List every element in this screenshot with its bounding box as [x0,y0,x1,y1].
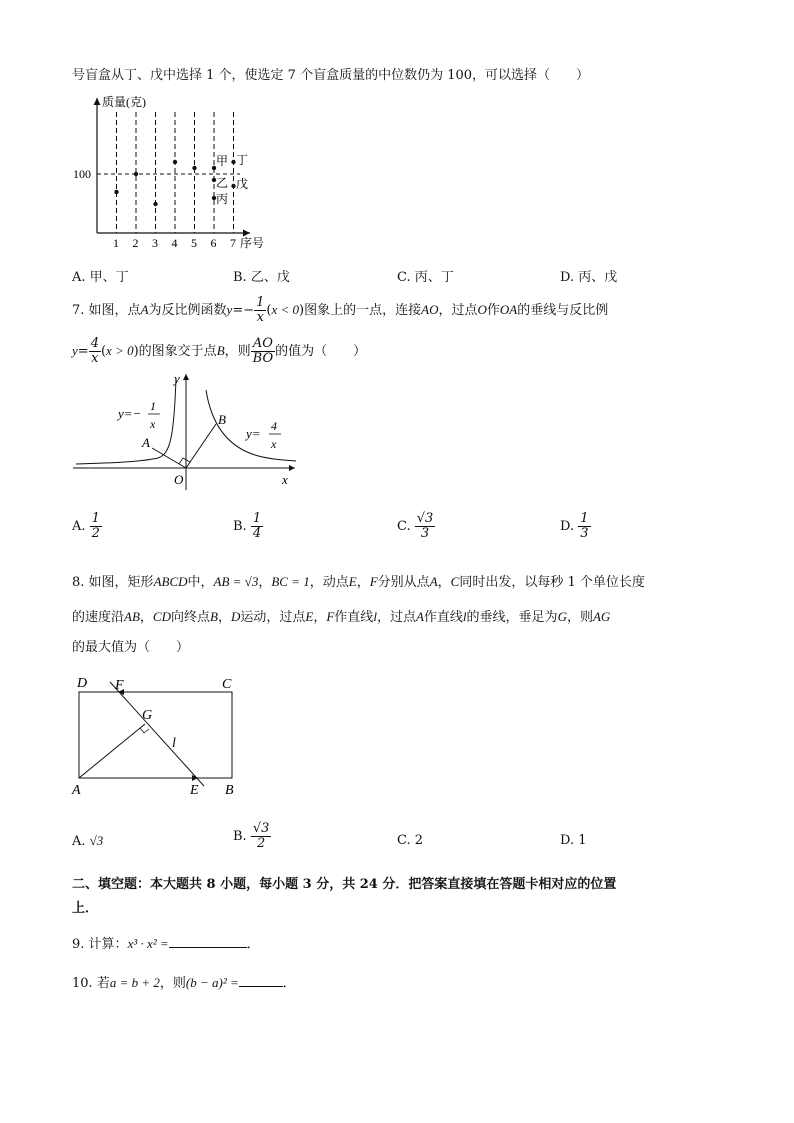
svg-text:4: 4 [271,419,277,433]
point-a-label: A [142,435,150,450]
label-g: G [142,708,153,723]
q9-answer-blank[interactable] [169,933,247,948]
q7-stem-line2: y= $\frac{4}{x}$ (x > 0)的图象交于点B，则 $\frac{AO}{BO}$ 的值为（ ） [72,336,367,366]
svg-text:x: x [271,437,277,451]
right-function-label: y= [246,426,261,441]
segment-ag [79,724,145,778]
mark-ding: 丁 [236,153,249,167]
origin-label: O [174,472,184,487]
label-l: l [172,736,176,751]
x-tick-4: 4 [171,236,178,250]
q7-figure [70,368,300,493]
mark-wu: 戊 [236,177,249,191]
q8-stem-line2: 的速度沿AB，CD向终点B，D运动，过点E，F作直线l，过点A作直线l的垂线，垂足为G，则AG [72,609,611,625]
q7-option-a[interactable]: A. $\frac{1}{2}$ [72,511,100,541]
x-axis-label: 序号 [240,236,265,250]
x-tick-2: 2 [132,236,139,250]
segment-ob [186,424,216,468]
y-axis-label: y [174,371,180,386]
q6-stem-continued: 号盲盒从丁、戊中选择 1 个，使选定 7 个盲盒质量的中位数仍为 100，可以选择（ ） [72,68,590,83]
section2-heading-line1: 二、填空题：本大题共 8 小题，每小题 3 分，共 24 分．把答案直接填在答题卡相对应的位置 [72,877,617,892]
point-b-label: B [218,412,226,427]
q8-stem-line3: 的最大值为（ ） [72,640,190,655]
rectangle-abcd [79,692,232,778]
q8-option-c[interactable]: C. 2 [397,833,424,848]
mark-bing: 丙 [216,192,229,206]
label-e: E [190,783,199,798]
q6-option-b[interactable]: B. 乙、戊 [233,270,290,285]
x-tick-5: 5 [191,236,197,250]
point-盲盒-1 [114,190,118,194]
q10-answer-blank[interactable] [239,972,283,987]
label-d: D [77,676,88,691]
mark-yi: 乙 [216,176,229,190]
q7-option-b[interactable]: B. $\frac{1}{4}$ [233,511,262,541]
x-tick-1: 1 [113,236,119,250]
svg-text:x: x [150,417,156,431]
label-f: F [115,678,124,693]
q6-scatter-chart [60,90,290,255]
left-function-label: y=− [118,406,142,421]
q7-option-d[interactable]: D. $\frac{1}{3}$ [560,511,589,541]
point-盲盒-5 [192,166,196,170]
point-盲盒-4 [173,160,177,164]
mark-jia: 甲 [216,154,229,168]
q8-option-d[interactable]: D. 1 [560,833,587,848]
hyperbola-left [76,378,176,464]
right-angle-mark [179,458,190,464]
x-tick-6: 6 [210,236,217,250]
point-盲盒-3 [153,202,157,206]
label-b: B [225,783,234,798]
point-盲盒-2 [134,172,138,176]
right-angle-mark [140,728,149,733]
x-axis-label: x [282,472,288,487]
q6-option-c[interactable]: C. 丙、丁 [397,270,454,285]
x-tick-3: 3 [152,236,158,250]
q7-stem-line1: 7. 如图，点A为反比例函数y=− $\frac{1}{x}$ (x < 0)图象上的一点，连接AO，过点O作OA的垂线与反比例 [72,295,609,325]
svg-text:1: 1 [150,399,156,413]
y-tick-100: 100 [73,167,91,181]
q8-stem-line1: 8. 如图，矩形ABCD中，AB = √3，BC = 1，动点E，F分别从点A，C同时出发，以每秒 1 个单位长度 [72,574,645,590]
y-axis-label: 质量(克) [102,95,146,109]
label-c: C [222,677,232,692]
q9: 9. 计算：x³ · x² = ． [72,933,260,955]
q6-option-a[interactable]: A. 甲、丁 [72,270,129,285]
q10: 10. 若a = b + 2，则(b − a)² = ． [72,972,296,994]
x-tick-7: 7 [230,236,236,250]
section2-heading-line2: 上． [72,901,99,916]
q8-figure [70,672,250,802]
label-a: A [72,783,81,798]
q7-option-c[interactable]: C. $\frac{√3}{3}$ [397,511,434,541]
q6-option-d[interactable]: D. 丙、戊 [560,270,618,285]
q8-option-b[interactable]: B. $\frac{√3}{2}$ [233,821,270,851]
q8-option-a[interactable]: A. √3 [72,833,104,849]
line-l [110,682,204,786]
